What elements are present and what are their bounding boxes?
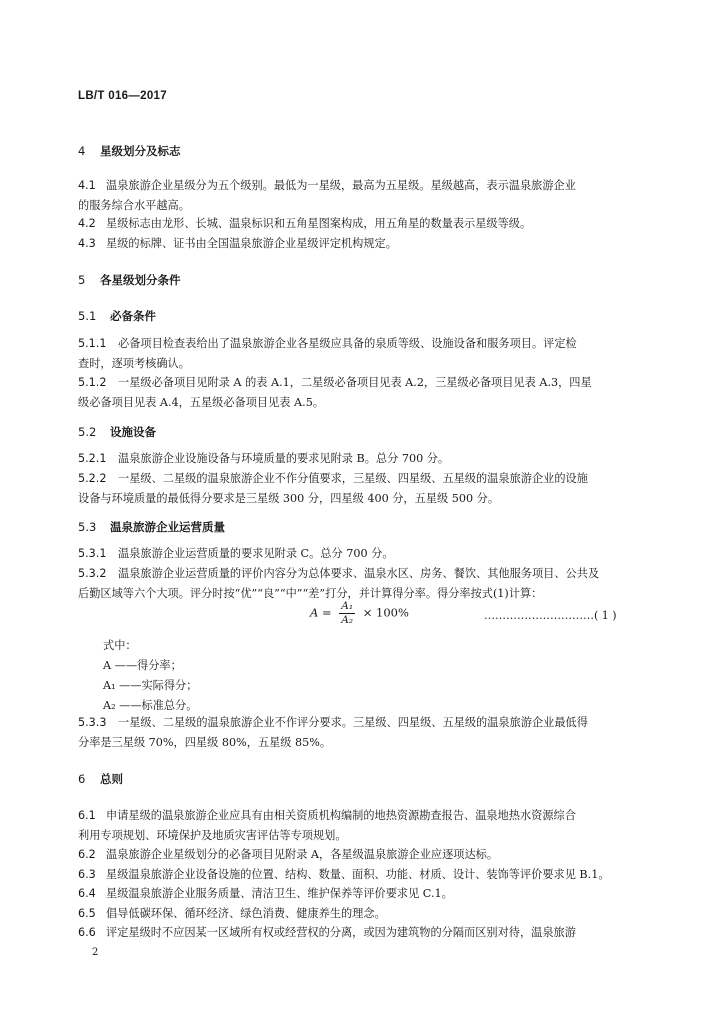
section-heading-5-3: 5.3 温泉旅游企业运营质量 [78,520,225,534]
paragraph-6-5: 6.5 倡导低碳环保、循环经济、绿色消费、健康养生的理念。 [78,907,386,920]
formula-number: …………………………( 1 ) [484,609,617,622]
paragraph-5-3-1: 5.3.1 温泉旅游企业运营质量的要求见附录 C。总分 700 分。 [78,547,394,560]
page-number: 2 [92,947,99,958]
section-heading-4: 4 星级划分及标志 [78,144,181,158]
definition-a1: A₁ ——实际得分； [103,679,198,692]
paragraph-6-2: 6.2 温泉旅游企业星级划分的必备项目见附录 A，各星级温泉旅游企业应逐项达标。 [78,848,499,861]
paragraph-5-3-3: 5.3.3 一星级、二星级的温泉旅游企业不作评分要求。三星级、四星级、五星级的温泉旅游企业最低得 分率是三星级 70%，四星级 80%，五星级 85%。 [78,716,588,749]
paragraph-5-2-2: 5.2.2 一星级、二星级的温泉旅游企业不作分值要求，三星级、四星级、五星级的温泉旅游企业的设施 设备与环境质量的最低得分要求是三星级 300 分，四星级 400 分，五星级 500 分。 [78,472,588,505]
paragraph-4-2: 4.2 星级标志由龙形、长城、温泉标识和五角星图案构成，用五角星的数量表示星级等级。 [78,217,532,230]
definition-a2: A₂ ——标准总分。 [103,699,198,712]
section-heading-5: 5 各星级划分条件 [78,273,181,287]
definition-a: A ——得分率； [103,659,182,672]
paragraph-5-1-1: 5.1.1 必备项目检查表给出了温泉旅游企业各星级应具备的泉质等级、设施设备和服务项目。评定检 查时，逐项考核确认。 [78,337,577,370]
paragraph-5-2-1: 5.2.1 温泉旅游企业设施设备与环境质量的要求见附录 B。总分 700 分。 [78,452,450,465]
section-heading-6: 6 总则 [78,772,123,786]
section-heading-5-1: 5.1 必备条件 [78,309,156,323]
paragraph-6-3: 6.3 星级温泉旅游企业设备设施的位置、结构、数量、面积、功能、材质、设计、装饰等评价要求见 B.1。 [78,868,610,881]
formula-fraction: $\frac{\text{A₁}}{\text{A₂}}$ [341,600,354,626]
paragraph-6-1: 6.1 申请星级的温泉旅游企业应具有由相关资质机构编制的地热资源勘查报告、温泉地热水资源综合 利用专项规划、环境保护及地质灾害评估等专项规划。 [78,809,576,842]
paragraph-4-3: 4.3 星级的标牌、证书由全国温泉旅游企业星级评定机构规定。 [78,237,397,250]
paragraph-6-6: 6.6 评定星级时不应因某一区域所有权或经营权的分离，或因为建筑物的分隔而区别对待，温泉旅游 [78,926,576,939]
formula-1: A = $\frac{\text{A₁}}{\text{A₂}}$ × 100% [310,600,409,626]
paragraph-5-3-2: 5.3.2 温泉旅游企业运营质量的评价内容分为总体要求、温泉水区、房务、餐饮、其他服务项目、公共及 后勤区域等六个大项。评分时按“优”“良”“中”“差”打分，并计算得分率。得分率按式(1)计算： [78,567,600,600]
standard-code-header: LB/T 016—2017 [78,90,167,102]
paragraph-6-4: 6.4 星级温泉旅游企业服务质量、清洁卫生、维护保养等评价要求见 C.1。 [78,887,453,900]
paragraph-4-1: 4.1 温泉旅游企业星级分为五个级别。最低为一星级，最高为五星级。星级越高，表示温泉旅游企业 的服务综合水平越高。 [78,179,576,212]
section-heading-5-2: 5.2 设施设备 [78,425,156,439]
formula-where: 式中： [103,639,137,652]
paragraph-5-1-2: 5.1.2 一星级必备项目见附录 A 的表 A.1，二星级必备项目见表 A.2，三星级必备项目见表 A.3，四星 级必备项目见表 A.4，五星级必备项目见表 A.5。 [78,376,592,409]
